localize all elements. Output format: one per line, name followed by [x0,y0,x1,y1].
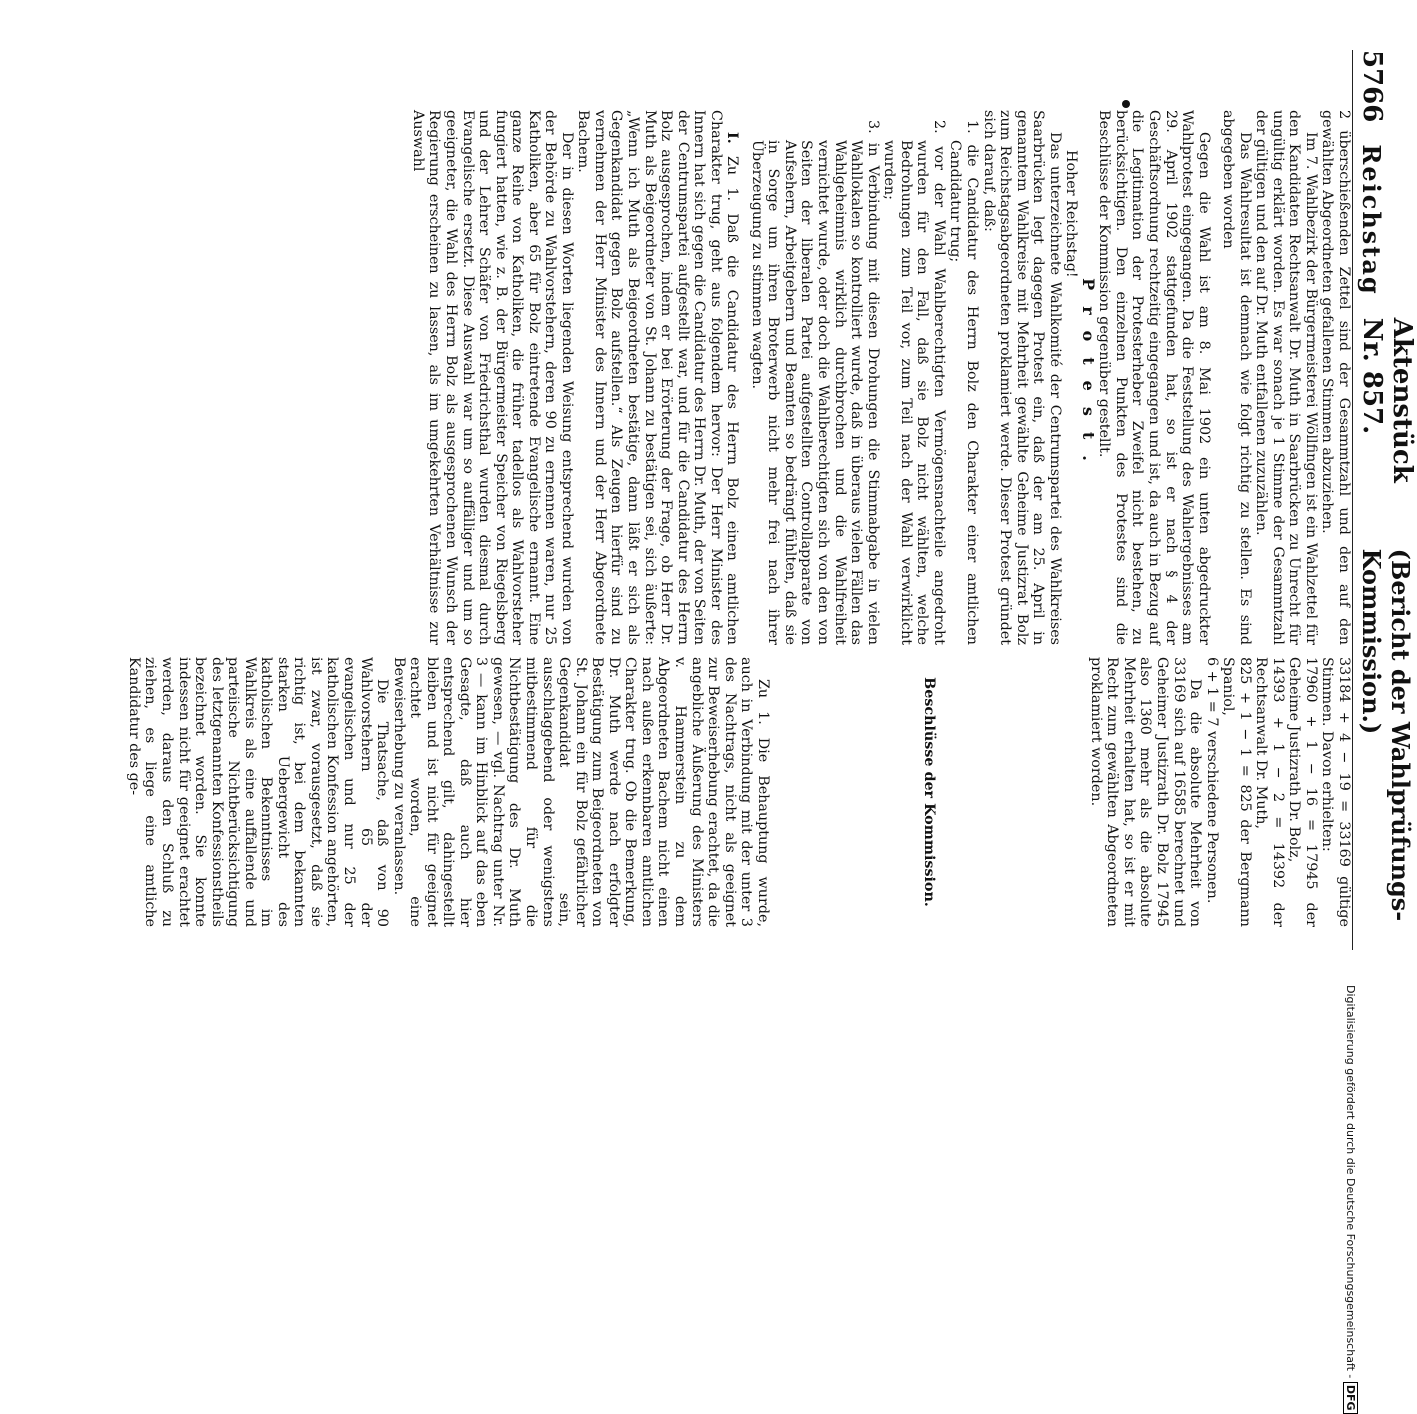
header-subtitle: (Bericht der Wahlprüfungs-Kommission.) [1357,548,1415,922]
dfg-logo: DFG [1343,1382,1358,1414]
protest-salutation: Hoher Reichstag! [1063,150,1080,278]
paragraph: Das unterzeichnete Wahlkomité der Centrumspartei des Wahlkreises Saarbrücken legt dagegen Protest ein, daß der am 25. April in genanntem Wahlkreise mit Mehrheit gewählte Geheime Justizrat Bolz zum Reichstagsabgeordneten proklamiert werde. Dieser Protest gründet sich darauf, daß: [980,110,1063,645]
list-item: 1. die Candidatur des Herrn Bolz den Charakter einer amtlichen Candidatur trug; [947,120,980,645]
paragraph: Das Wahlresultat ist demnach wie folgt richtig zu stellen. Es sind abgegeben worden [1220,110,1253,645]
paragraph: Da die absolute Mehrheit von 33169 sich auf 16585 berechnet und Geheimer Justizrath Dr. Bolz 17945 also 1360 mehr als die absolute Mehrheit erhalten hat, so ist er mit Recht zum gewählten Abgeordneten proklamiert worden. [1087,657,1204,927]
header-document: Aktenstück Nr. 857. [1357,317,1417,483]
paragraph-text: Zu 1. Daß die Candidatur des Herrn Bolz einen amtlichen Charakter trug, geht aus folgendem hervor: Der Herr Minister des Innern hat sich gegen die Candidatur des Herrn Dr. Muth, der von Seiten der Centrumspartei aufgestellt war, und für die Candidatur des Herrn Bolz ausgesprochen, indem er bei Erörterung der Frage, ob Herr Dr. Muth als Beigeordneter von St. Johann zu bestätigen sei, sich äußerte: „Wenn ich Muth als Beigeordneten bestätige, dann läßt er sich als Gegenkandidat gegen Bolz aufstellen.“ Als Zeugen hierfür sind zu vernehmen der Herr Minister des Innern und der Herr Abgeordnete Bachem. [575,110,741,645]
list-item: 2. vor der Wahl Wahlberechtigten Vermögensnachteile angedroht wurden für den Fall, daß sie Bolz nicht wählten, welche Bedrohungen zum Teil vor, zum Teil nach der Wahl verwirklicht wurden; [881,120,947,645]
paragraph [575,110,740,645]
paragraph: Der in diesen Worten liegenden Weisung entsprechend wurden von der Behörde zu Wahlvorstehern, deren 90 zu ernennen waren, nur 25 Katholiken, aber 65 für Bolz eintretende Evangelische ernannt. Eine ganze Reihe von Katholiken, die früher tadellos als Wahlvorsteher fungiert hatten, wie z. B. der Bürgermeister Speicher von Riegelsberg und der Lehrer Schäfer von Friedrichsthal wurden diesmal durch Evangelische ersetzt. Diese Auswahl war um so auffälliger und um so geeigneter, die Wahl des Herrn Bolz als ausgesprochenen Wunsch der Regierung erscheinen zu lassen, als im umgekehrten Verhältnisse zur Auswahl [409,110,575,645]
tally-line: 825 + 1 − 1 = 825 der Bergmann Spaniol, [1220,657,1253,927]
paragraph: Im 7. Wahlbezirk der Bürgermeisterei Wöllfingen ist ein Wahlzettel für den Kandidaten Rechtsanwalt Dr. Muth in Saarbrücken zu Unrecht für ungültig erklärt worden. Es war sonach je 1 Stimme der Gesammtzahl der gültigen und den auf Dr. Muth entfallenen zuzuzählen. [1253,110,1319,645]
right-column [125,657,1352,927]
left-column [409,110,1352,645]
section-heading: Beschlüsse der Kommission. [921,677,938,907]
tally-line: 14393 + 1 − 2 = 14392 der Rechtsanwalt Dr. Muth, [1253,657,1286,927]
paragraph: Gegen die Wahl ist am 8. Mai 1902 ein unten abgedruckter Wahlprotest eingegangen. Da die Feststellung des Wahlergebnisses am 29. April 1902 stattgefunden hat, so ist er nach § 4 der Geschäftsordnung rechtzeitig eingegangen und ist, da auch in Bezug auf die Legitimation der Protesterheber Zweifel nicht bestehen, zu berücksichtigen. Den einzelnen Punkten des Protestes sind die Beschlüsse der Kommission gegenüber gestellt. [1096,110,1212,645]
page-number: 5766 [1357,50,1387,123]
tally-line: 17960 + 1 − 16 = 17945 der Geheime Justizrath Dr. Bolz, [1286,657,1319,927]
paragraph: Die Thatsache, daß von 90 Wahlvorstehern 65 der evangelischen und nur 25 der katholischen Konfession angehörten, ist zwar, vorausgesetzt, daß sie richtig ist, bei dem bekannten starken Uebergewicht des katholischen Bekenntnisses im Wahlkreis als eine auffallende und parteiische Nichtberücksichtigung des letztgenannten Konfessionstheils bezeichnet worden. Sie konnte indessen nicht für geeignet erachtet werden, daraus den Schluß zu ziehen, es liege eine amtliche Kandidatur des ge- [125,657,391,927]
list-item: 3. in Verbindung mit diesen Drohungen die Stimmabgabe in vielen Wahllokalen so kontrolliert wurde, daß in überaus vielen Fällen das Wahlgeheimnis wirklich durchbrochen und die Wahlfreiheit vernichtet wurde, oder doch die Wahlberechtigten sich von den von Seiten der liberalen Partei aufgestellten Controllapparate von Aufsehern, Arbeitgebern und Beamten so bedrängt fühlten, daß sie in Sorge um ihren Broterwerb nicht mehr frei nach ihrer Überzeugung zu stimmen wagten. [748,120,881,645]
protest-heading: Protest. [1078,278,1098,477]
paragraph: Zu 1. Die Behauptung wurde, auch in Verbindung mit der unter 3 des Nachtrags, nicht als geeignet zur Beweiserhebung erachtet, da die angebliche Äußerung des Ministers v. Hammerstein zu dem Abgeordneten Bachem nicht einen nach außen erkennbaren amtlichen Charakter trug. Ob die Bemerkung, Dr. Muth werde nach erfolgter Bestätigung zum Beigeordneten von St. Johann ein für Bolz gefährlicher Gegenkandidat sein, ausschlaggebend oder wenigstens mitbestimmend für die Nichtbestätigung des Dr. Muth gewesen, — vgl. Nachtrag unter Nr. 3 — kann im Hinblick auf das eben Gesagte, daß auch hier entsprechend gilt, dahingestellt bleiben und ist nicht für geeignet erachtet worden, eine Beweiserhebung zu veranlassen. [390,657,771,927]
page-header [1352,50,1417,950]
section-label: I. [724,132,741,144]
tally-line: 6 + 1 = 7 verschiedene Personen. [1203,657,1220,904]
footer-text: Digitalisierung gefördert durch die Deutsche Forschungsgemeinschaft - [1344,985,1357,1379]
digitization-note [1344,985,1357,1414]
paragraph: 2 überschießenden Zettel sind der Gesammtzahl und den auf den gewählten Abgeordneten gefallenen Stimmen abzuziehen. [1319,110,1352,645]
bullet-mark [1122,100,1130,108]
tally-line: 33184 + 4 − 19 = 33169 gültige Stimmen. Davon erhielten: [1319,657,1352,927]
header-title: Reichstag [1357,144,1386,296]
